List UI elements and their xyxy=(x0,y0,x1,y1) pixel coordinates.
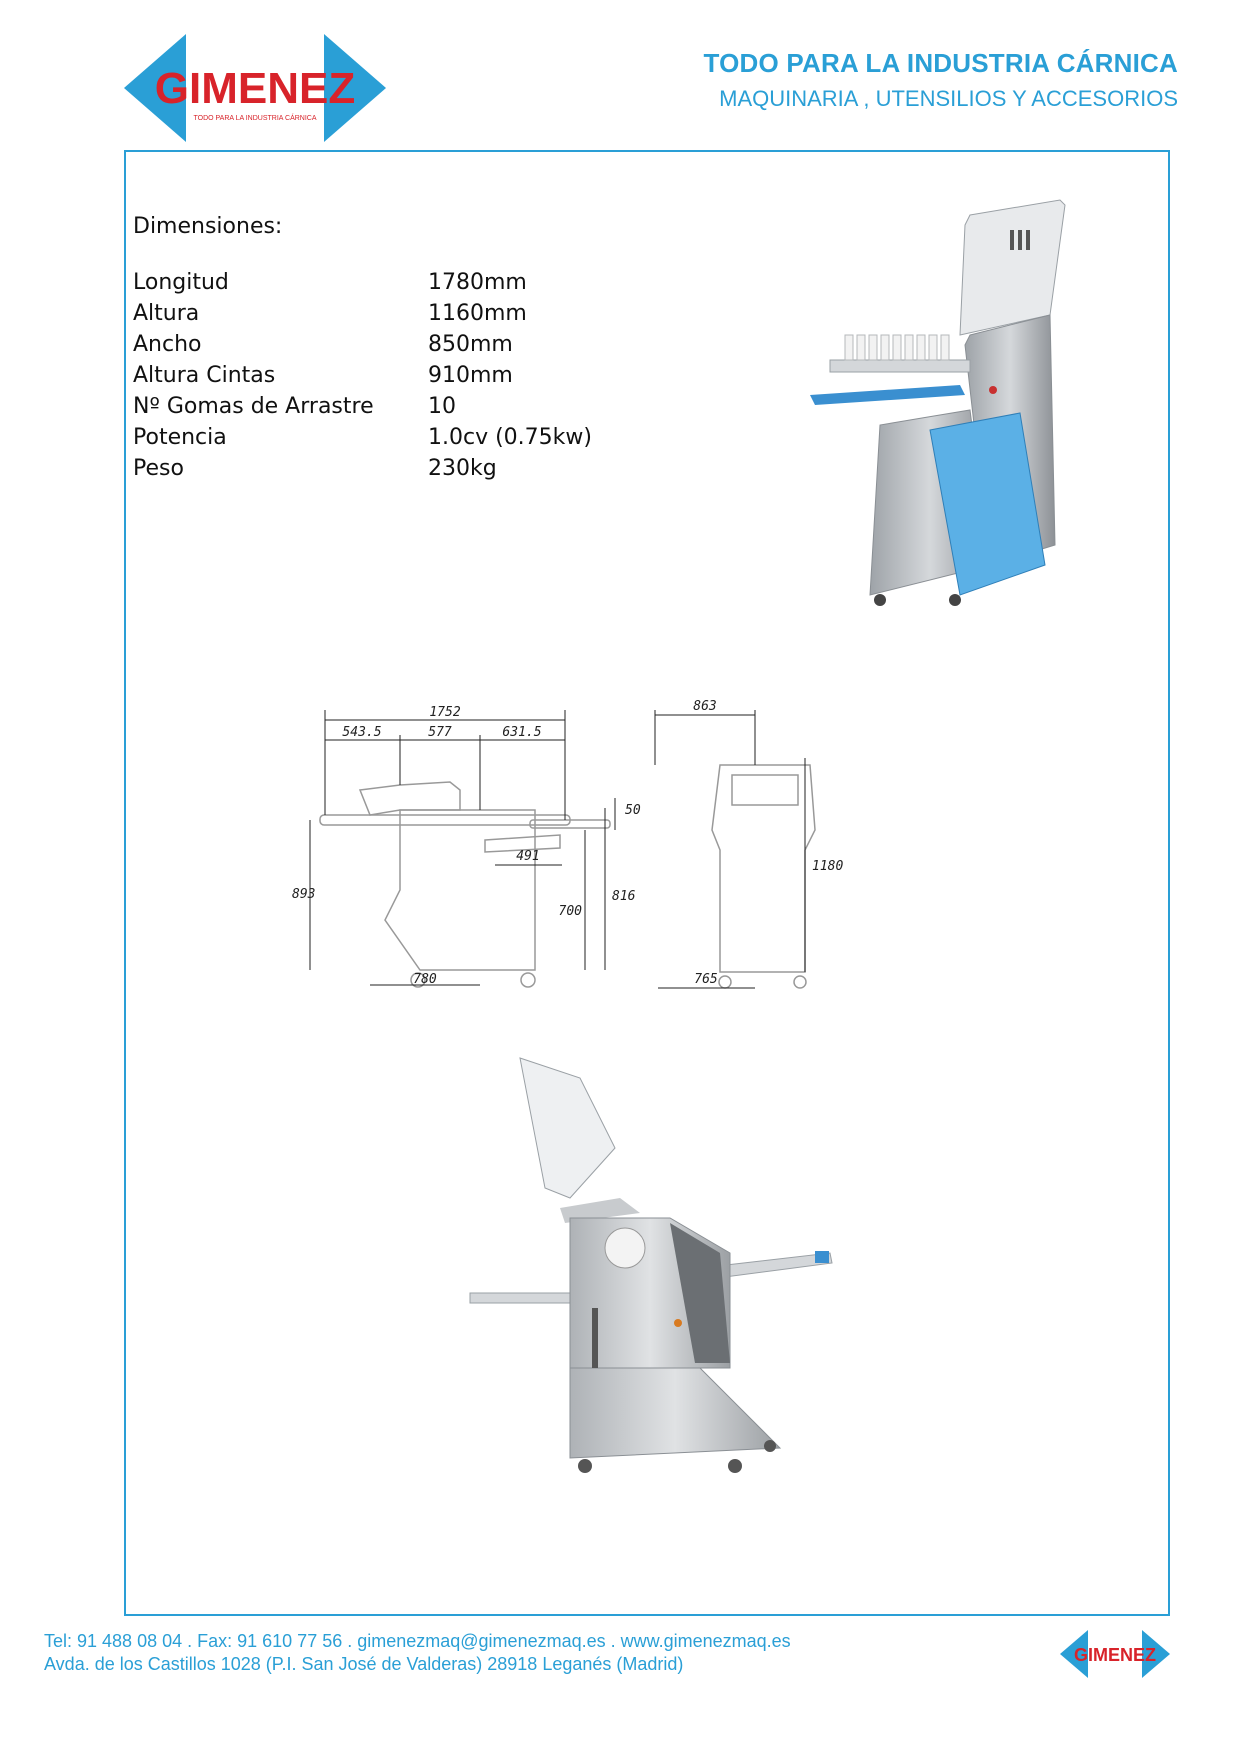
svg-text:577: 577 xyxy=(428,725,452,740)
svg-text:TODO PARA LA INDUSTRIA CÁRNICA: TODO PARA LA INDUSTRIA CÁRNICA xyxy=(193,115,317,122)
svg-text:816: 816 xyxy=(612,889,636,904)
spec-label: Peso xyxy=(133,456,184,481)
specs-heading: Dimensiones: xyxy=(133,214,283,239)
footer-contact xyxy=(44,1630,791,1676)
spec-value: 910mm xyxy=(428,363,513,388)
svg-text:543.5: 543.5 xyxy=(342,725,382,740)
spec-value: 10 xyxy=(428,394,456,419)
spec-label: Longitud xyxy=(133,270,229,295)
svg-text:780: 780 xyxy=(413,972,437,987)
specs-table xyxy=(133,214,592,484)
svg-text:631.5: 631.5 xyxy=(502,725,542,740)
svg-text:GIMENEZ: GIMENEZ xyxy=(154,64,356,113)
svg-text:893: 893 xyxy=(292,887,316,902)
spec-row xyxy=(133,391,592,422)
spec-row xyxy=(133,267,592,298)
svg-text:1752: 1752 xyxy=(429,705,461,720)
technical-drawing xyxy=(292,690,920,1000)
spec-value: 230kg xyxy=(428,456,497,481)
gimenez-logo-footer xyxy=(1060,1628,1170,1680)
svg-text:491: 491 xyxy=(516,849,540,864)
spec-value: 1780mm xyxy=(428,270,527,295)
svg-text:863: 863 xyxy=(693,699,717,714)
gimenez-logo xyxy=(124,30,386,146)
spec-row xyxy=(133,329,592,360)
spec-row xyxy=(133,453,592,484)
footer-address-line: Avda. de los Castillos 1028 (P.I. San José de Valderas) 28918 Leganés (Madrid) xyxy=(44,1654,684,1674)
spec-label: Nº Gomas de Arrastre xyxy=(133,394,374,419)
spec-row xyxy=(133,298,592,329)
machine-photo-top xyxy=(810,195,1080,605)
spec-value: 1160mm xyxy=(428,301,527,326)
spec-label: Altura xyxy=(133,301,200,326)
header-subtagline: MAQUINARIA , UTENSILIOS Y ACCESORIOS xyxy=(719,86,1178,111)
svg-text:50: 50 xyxy=(625,803,641,818)
spec-label: Ancho xyxy=(133,332,202,357)
svg-text:GIMENEZ: GIMENEZ xyxy=(1073,1645,1157,1665)
spec-label: Potencia xyxy=(133,425,227,450)
footer-contact-line: Tel: 91 488 08 04 . Fax: 91 610 77 56 . gimenezmaq@gimenezmaq.es . www.gimenezmaq.es xyxy=(44,1631,791,1651)
spec-value: 1.0cv (0.75kw) xyxy=(428,425,592,450)
spec-row xyxy=(133,422,592,453)
spec-row xyxy=(133,360,592,391)
machine-photo-bottom xyxy=(470,1058,840,1488)
spec-label: Altura Cintas xyxy=(133,363,276,388)
svg-text:700: 700 xyxy=(558,904,582,919)
spec-value: 850mm xyxy=(428,332,513,357)
svg-text:1180: 1180 xyxy=(812,859,844,874)
svg-text:765: 765 xyxy=(694,972,718,987)
header-tagline: TODO PARA LA INDUSTRIA CÁRNICA xyxy=(703,48,1178,78)
